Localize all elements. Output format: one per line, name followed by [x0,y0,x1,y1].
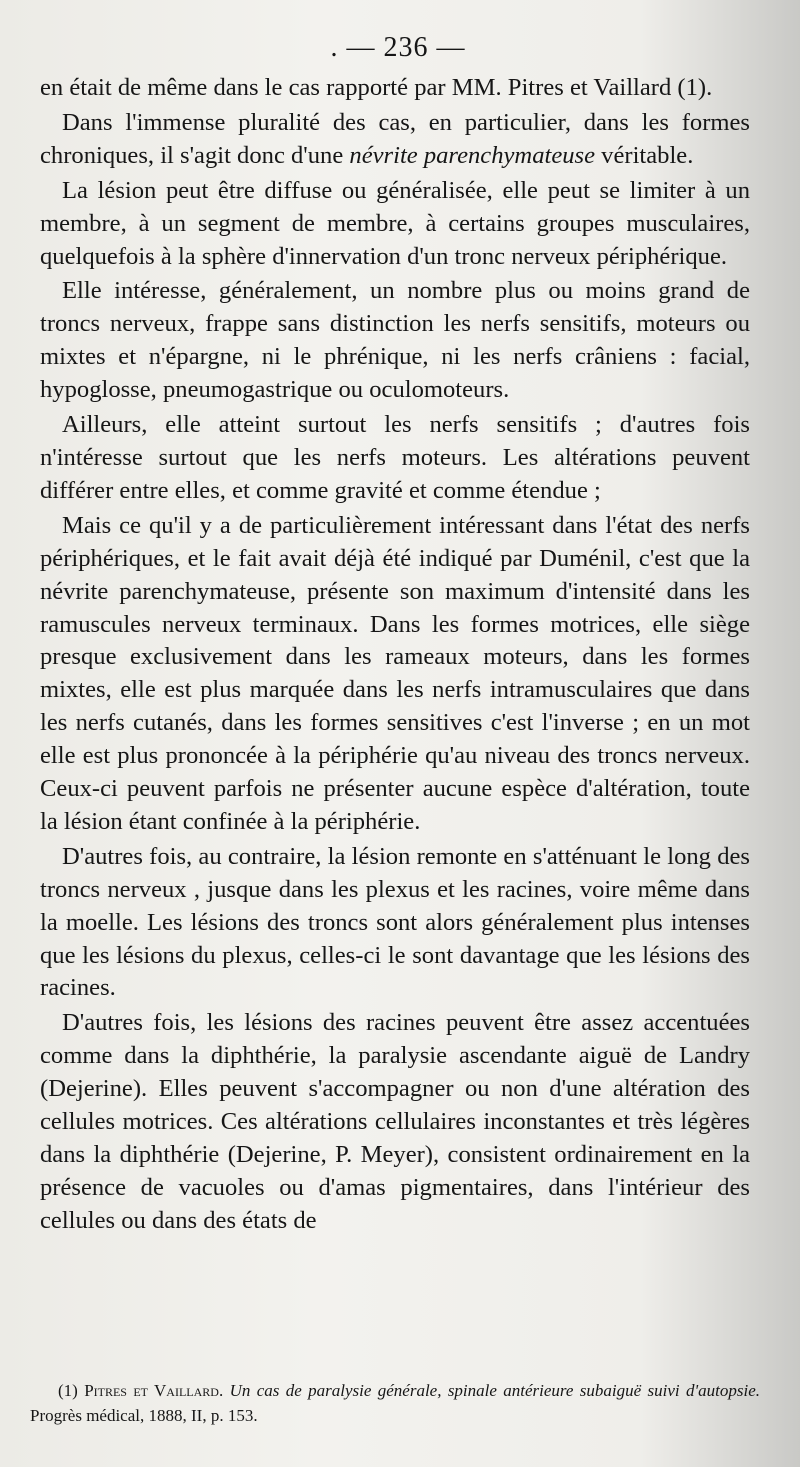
footnote-title: Un cas de paralysie générale, spinale antérieure subaiguë suivi d'autopsie. [229,1381,761,1400]
paragraph-text: véritable. [595,141,694,169]
footnote-marker: (1) [58,1381,78,1400]
paragraph [40,107,750,173]
footnote [30,1378,760,1428]
paragraph: D'autres fois, les lésions des racines peuvent être assez accentuées comme dans la diphthérie, la paralysie ascendante aiguë de Landry (Dejerine). Elles peuvent s'accompagner ou non d'une altération des cellules motrices. Ces altérations cellulaires inconstantes et très légères dans la diphthérie (Dejerine, P. Meyer), consistent ordinairement en la présence de vacuoles ou d'amas pigmentaires, dans l'intérieur des cellules ou dans des états de [40,1009,750,1234]
paragraph: Mais ce qu'il y a de particulièrement intéressant dans l'état des nerfs périphériques, et le fait avait déjà été indiqué par Duménil, c'est que la névrite parenchymateuse, présente son maximum d'intensité dans les ramuscules nerveux terminaux. Dans les formes motrices, elle siège presque exclusivement dans les rameaux moteurs, dans les formes mixtes, elle est plus marquée dans les nerfs intramusculaires que dans les nerfs cutanés, dans les formes sensitives c'est l'inverse ; en un mot elle est plus prononcée à la périphérie qu'au niveau des troncs nerveux. Ceux-ci peuvent parfois ne présenter aucune espèce d'altération, toute la lésion étant confinée à la périphérie. [40,511,750,835]
paragraph: La lésion peut être diffuse ou généralisée, elle peut se limiter à un membre, à un segment de membre, à certains groupes musculaires, quelquefois à la sphère d'innervation d'un tronc nerveux périphérique. [40,176,750,270]
body-text [40,72,750,1238]
paragraph: D'autres fois, au contraire, la lésion remonte en s'atténuant le long des troncs nerveux , jusque dans les plexus et les racines, voire même dans la moelle. Les lésions des troncs sont alors généralement plus intenses que les lésions du plexus, celles-ci le sont davantage que les lésions des racines. [40,842,750,1002]
paragraph: en était de même dans le cas rapporté par MM. Pitres et Vaillard (1). [40,74,713,101]
page-number: . — 236 — [330,32,466,63]
paragraph-text: Dans l'immense pluralité des cas, en particulier, dans les formes chroniques, il s'agit donc d'une [40,108,750,169]
paragraph: Ailleurs, elle atteint surtout les nerfs sensitifs ; d'autres fois n'intéresse surtout que les nerfs moteurs. Les altérations peuvent différer entre elles, et comme gravité et comme étendue ; [40,411,750,504]
footnote-authors: Pitres et Vaillard. [84,1381,224,1400]
emphasized-term: névrite parenchymateuse [349,141,596,169]
paragraph: Elle intéresse, généralement, un nombre plus ou moins grand de troncs nerveux, frappe sans distinction les nerfs sensitifs, moteurs ou mixtes et n'épargne, ni le phrénique, ni les nerfs crâniens : facial, hypoglosse, pneumogastrique ou oculomoteurs. [40,277,750,404]
footnote-source: Progrès médical, 1888, II, p. 153. [30,1406,258,1425]
